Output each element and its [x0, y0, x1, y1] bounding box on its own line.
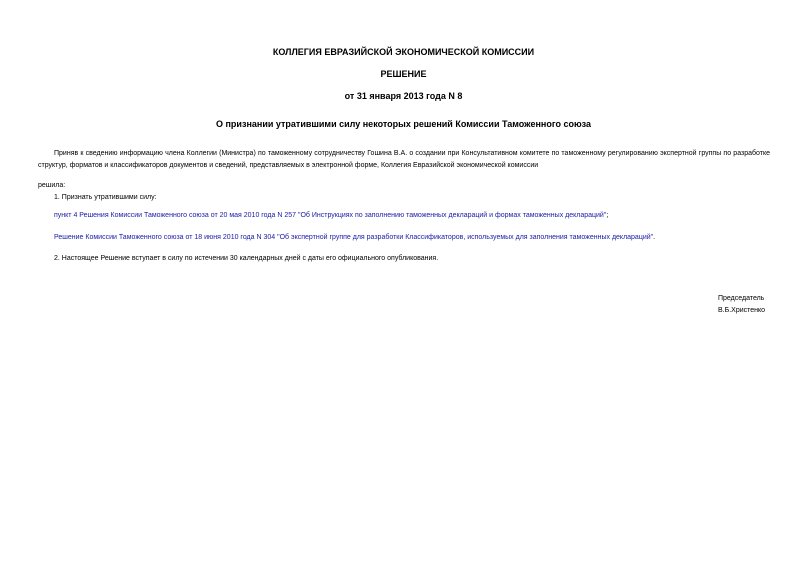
decision-304-link[interactable]: Решение Комиссии Таможенного союза от 18 июня 2010 года N 304 "Об экспертной группе для разработки Классификаторов, используемых для заполнения таможенных деклараций" [54, 234, 654, 241]
link-2-suffix: . [653, 234, 656, 241]
organization-title: КОЛЛЕГИЯ ЕВРАЗИЙСКОЙ ЭКОНОМИЧЕСКОЙ КОМИССИИ [272, 47, 535, 57]
document-subject: О признании утратившими силу некоторых решений Комиссии Таможенного союза [216, 119, 591, 129]
document-date: от 31 января 2013 года N 8 [344, 91, 463, 101]
link-2-line [54, 232, 655, 244]
decided-label: решила: [38, 182, 66, 189]
decision-257-link[interactable]: пункт 4 Решения Комиссии Таможенного союза от 20 мая 2010 года N 257 "Об Инструкциях по заполнению таможенных деклараций и формах таможенных деклараций" [54, 212, 607, 219]
signatory-name: В.Б.Христенко [718, 307, 766, 314]
item-2-paragraph: 2. Настоящее Решение вступает в силу по истечении 30 календарных дней с даты его официального опубликования. [54, 255, 439, 262]
link-1-suffix: ; [606, 212, 609, 219]
item-1-paragraph: 1. Признать утратившими силу: [54, 194, 157, 201]
preamble-paragraph: Приняв к сведению информацию члена Коллегии (Министра) по таможенному сотрудничеству Гошина В.А. о создании при Консультативном комитете по таможенному регулированию экспертной группы по разработке структур, форматов и классификаторов документов и сведений, представляемых в электронной форме, Коллегия Евразийской экономической комиссии [38, 150, 770, 169]
document-type: РЕШЕНИЕ [380, 69, 427, 79]
link-1-line [54, 210, 608, 222]
signatory-position: Председатель [718, 295, 765, 302]
signature-block [718, 293, 765, 317]
